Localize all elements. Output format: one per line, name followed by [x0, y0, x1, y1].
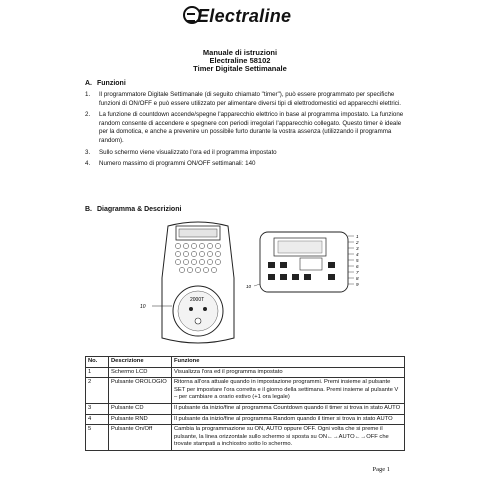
electraline-logo [183, 6, 333, 28]
callout-label: 3 [356, 246, 359, 251]
section-b-heading: B. Diagramma & Descrizioni [85, 206, 182, 213]
table-row: 4 Pulsante RND Il pulsante da inizio/fine al programma Random quando il timer si trova in stato AUTO [86, 414, 405, 425]
callout-label: 5 [356, 258, 359, 263]
callout-label: 10 [140, 304, 146, 310]
column-header: Funzione [172, 357, 405, 368]
column-header: Descrizione [109, 357, 172, 368]
manual-title: Manuale di istruzioni [202, 48, 278, 57]
functions-list [85, 91, 405, 172]
callout-label: 6 [356, 264, 359, 269]
timer-diagram [130, 218, 370, 348]
callout-label: 2 [356, 240, 359, 245]
product-title: Timer Digitale Settimanale [193, 64, 287, 73]
list-item: 2. La funzione di countdown accende/spegne l'apparecchio elettrico in base al programma impostato. La funzione random consente di accendere e spegnere con periodi irregolari l'apparecchio collegato. Questo timer è ideale per la domotica, e anche a prevenire un possibile furto durante la vostra assenza (utilizzando il programma random). [85, 111, 404, 144]
callout-label: 9 [356, 282, 359, 287]
table-row: 2 Pulsante OROLOGIO Ritorna all'ora attuale quando in impostazione programmi. Premi insieme al pulsante SET per impostare l'ora corretta e il giorno della settimana. Premi insieme al pulsante V – per cambiare a orario estivo (+1 ora legale) [86, 378, 405, 404]
list-item: 4. Numero massimo di programmi ON/OFF settimanali: 140 [85, 160, 256, 168]
list-item: 3. Sullo schermo viene visualizzato l'ora ed il programma impostato [85, 148, 277, 156]
functions-table [85, 356, 405, 451]
table-row: 3 Pulsante CD Il pulsante da inizio/fine al programma Countdown quando il timer si trova in stato AUTO [86, 403, 405, 414]
table-header-row [86, 357, 405, 368]
callout-label: 7 [356, 270, 359, 275]
table-row: 5 Pulsante On/Off Cambia la programmazione su ON, AUTO oppure OFF. Ogni volta che si preme il pulsante, la linea orizzontale sullo schermo si sposta su ON←→AUTO←→OFF che trovate stampati a inchiostro sotto lo schermo. [86, 425, 405, 451]
callout-label: 1 [356, 234, 359, 239]
model-title: Electraline 58102 [209, 56, 271, 65]
device-label: 2000T [190, 297, 205, 303]
callout-label: 10 [246, 284, 252, 289]
logo-wordmark: Electraline [197, 6, 292, 26]
section-a-heading: A. Funzioni [85, 80, 126, 87]
table-row: 1 Schermo LCD Visualizza l'ora ed il programma impostato [86, 367, 405, 378]
control-panel-illustration [246, 232, 359, 292]
list-item: 1. Il programmatore Digitale Settimanale (di seguito chiamato "timer"), può essere programmato per specifiche funzioni di ON/OFF e può essere utilizzato per alimentare diversi tipi di elettrodomestici ed apparecchi elettrici. [85, 91, 401, 107]
timer-device-illustration [140, 222, 234, 343]
callout-label: 8 [356, 276, 359, 281]
callout-label: 4 [356, 252, 359, 257]
page-number: Page 1 [372, 466, 390, 473]
column-header: No. [86, 357, 109, 368]
